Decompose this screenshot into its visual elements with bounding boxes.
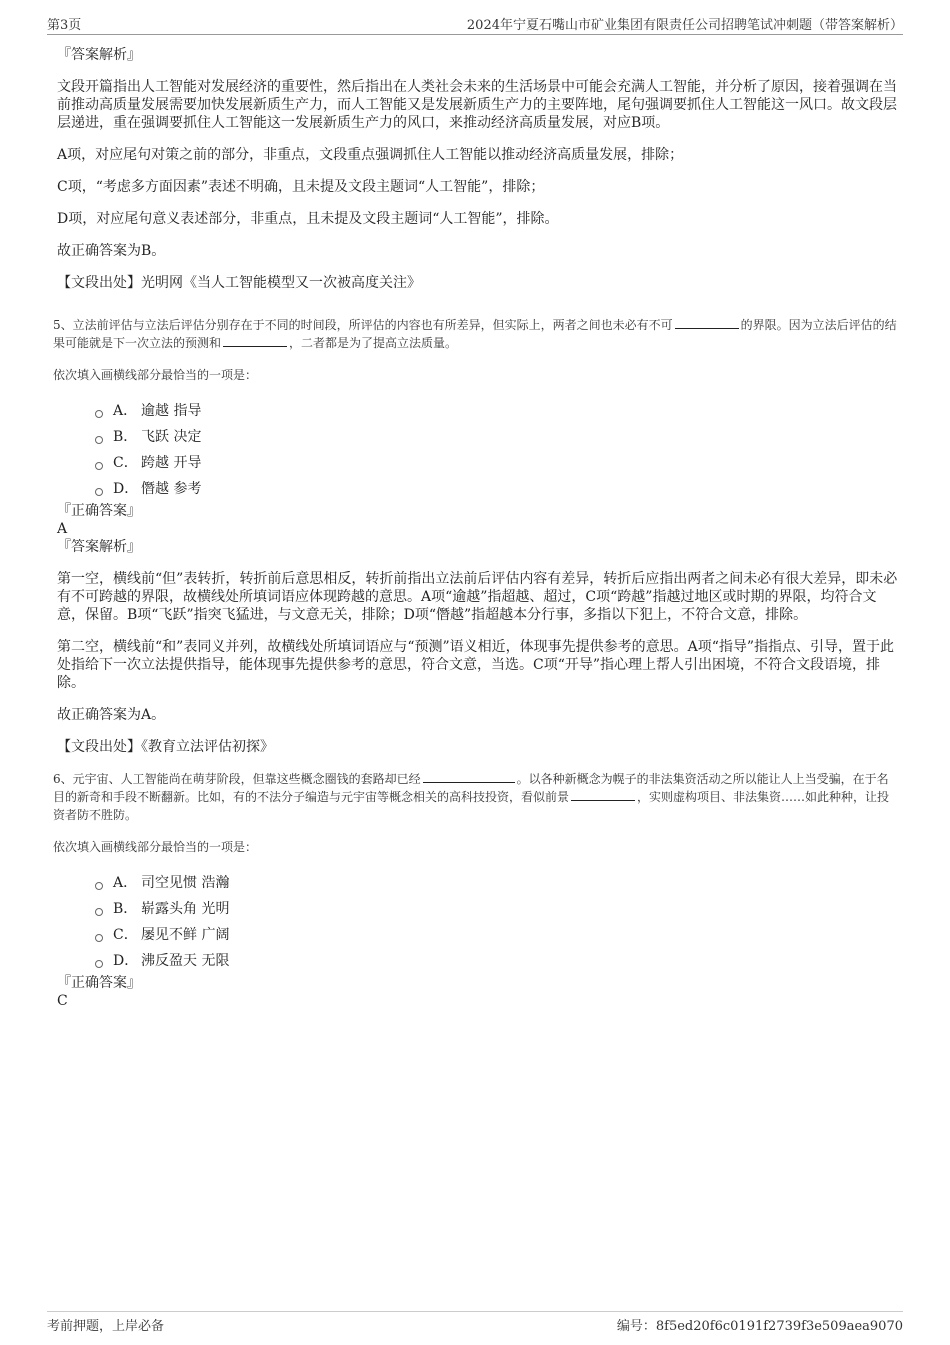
option-list (95, 870, 898, 974)
option-c[interactable]: C． 屡见不鲜 广阔 (95, 922, 898, 948)
fill-blank (423, 771, 515, 783)
analysis-paragraph: 文段开篇指出人工智能对发展经济的重要性，然后指出在人类社会未来的生活场景中可能会充满人工智能，并分析了原因，接着强调在当前推动高质量发展需要加快发展新质生产力，而人工智能又是发展新质生产力的主要阵地，尾句强调要抓住人工智能这一风口。故文段层层递进，重在强调要抓住人工智能这一发展新质生产力的风口，来推动经济高质量发展，对应B项。 (57, 79, 897, 131)
option-a[interactable]: A． 司空见惯 浩瀚 (95, 870, 898, 896)
radio-icon[interactable] (95, 960, 103, 968)
page-number: 第3页 (47, 18, 82, 33)
document-code: 编号：8f5ed20f6c0191f2739f3e509aea9070 (616, 1319, 903, 1334)
page-footer (47, 1311, 903, 1334)
analysis-label: 『答案解析』 (57, 47, 141, 63)
option-a[interactable]: A． 逾越 指导 (95, 398, 898, 424)
question-5: 5、立法前评估与立法后评估分别存在于不同的时间段，所评估的内容也有所差异，但实际上，两者之间也未必有不可 的界限。因为立法后评估的结果可能就是下一次立法的预测和 ，二者都是为了提高立法质量。 (53, 318, 897, 350)
option-list (95, 398, 898, 502)
radio-icon[interactable] (95, 934, 103, 942)
correct-answer-label: 『正确答案』 (57, 503, 141, 519)
option-b[interactable]: B． 飞跃 决定 (95, 424, 898, 450)
answer-conclusion: 故正确答案为B。 (57, 243, 166, 259)
analysis-paragraph: A项，对应尾句对策之前的部分，非重点，文段重点强调抓住人工智能以推动经济高质量发展，排除； (57, 147, 684, 163)
page-content (53, 46, 898, 1010)
fill-blank (571, 789, 635, 801)
radio-icon[interactable] (95, 410, 103, 418)
analysis-paragraph: D项，对应尾句意义表述部分，非重点，且未提及文段主题词“人工智能”，排除。 (57, 211, 559, 227)
option-b[interactable]: B． 崭露头角 光明 (95, 896, 898, 922)
radio-icon[interactable] (95, 462, 103, 470)
analysis-paragraph: C项，“考虑多方面因素”表述不明确，且未提及文段主题词“人工智能”，排除； (57, 179, 545, 195)
footer-slogan: 考前押题，上岸必备 (47, 1319, 165, 1334)
answer-conclusion: 故正确答案为A。 (57, 707, 166, 723)
page-header (47, 14, 903, 35)
option-d[interactable]: D． 僭越 参考 (95, 476, 898, 502)
analysis-paragraph: 第二空，横线前“和”表同义并列，故横线处所填词语应与“预测”语义相近，体现事先提供参考的意思。A项“指导”指指点、引导，置于此处指给下一次立法提供指导，能体现事先提供参考的意思，符合文意，当选。C项“开导”指心理上帮人引出困境，不符合文段语境，排除。 (57, 639, 895, 691)
question-instruction: 依次填入画横线部分最恰当的一项是： (53, 368, 258, 382)
analysis-paragraph: 第一空，横线前“但”表转折，转折前后意思相反，转折前指出立法前后评估内容有差异，转折后应指出两者之间未必有很大差异，即未必有不可跨越的界限，故横线处所填词语应体现跨越的意思。A项“逾越”指超越、超过，C项“跨越”指越过地区或时期的界限，均符合文意，保留。B项“飞跃”指突飞猛进，与文意无关，排除；D项“僭越”指超越本分行事，多指以下犯上，不符合文意，排除。 (57, 571, 898, 623)
question-instruction: 依次填入画横线部分最恰当的一项是： (53, 840, 258, 854)
fill-blank (675, 317, 739, 329)
source-citation: 【文段出处】光明网《当人工智能模型又一次被高度关注》 (57, 275, 421, 291)
correct-answer-label: 『正确答案』 (57, 975, 141, 991)
question-6: 6、元宇宙、人工智能尚在萌芽阶段，但靠这些概念圈钱的套路却已经 。以各种新概念为幌子的非法集资活动之所以能让人上当受骗，在于名目的新奇和手段不断翻新。比如，有的不法分子编造与元宇宙等概念相关的高科技投资，看似前景 ，实则虚构项目、非法集资……如此种种，让投资者防不胜防。 (53, 772, 890, 822)
radio-icon[interactable] (95, 882, 103, 890)
option-c[interactable]: C． 跨越 开导 (95, 450, 898, 476)
fill-blank (223, 335, 287, 347)
option-d[interactable]: D． 沸反盈天 无限 (95, 948, 898, 974)
document-title: 2024年宁夏石嘴山市矿业集团有限责任公司招聘笔试冲刺题（带答案解析） (466, 18, 903, 33)
radio-icon[interactable] (95, 488, 103, 496)
source-citation: 【文段出处】《教育立法评估初探》 (57, 739, 274, 755)
correct-answer: A (57, 521, 68, 537)
radio-icon[interactable] (95, 908, 103, 916)
correct-answer: C (57, 993, 68, 1009)
radio-icon[interactable] (95, 436, 103, 444)
analysis-label: 『答案解析』 (57, 539, 141, 555)
